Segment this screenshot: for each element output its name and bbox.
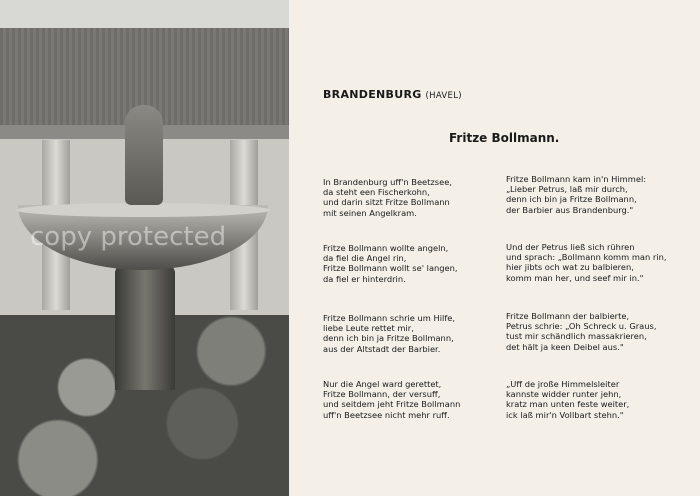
- fountain-photo: [0, 0, 289, 496]
- stanza: Fritze Bollmann schrie um Hilfe, liebe Leute rettet mir, denn ich bin ja Fritze Bollmann, aus der Altstadt der Barbier.: [323, 313, 456, 354]
- stanza: Nur die Angel ward gerettet, Fritze Bollmann, der versuff, und seitdem jeht Fritze Bollmann uff'n Beetzsee nicht mehr ruff.: [323, 379, 461, 420]
- stanza: Fritze Bollmann wollte angeln, da fiel die Angel rin, Fritze Bollmann wollt se' langen, da fiel er hinterdrin.: [323, 243, 458, 284]
- watermark: copy protected: [30, 222, 227, 252]
- stanza: In Brandenburg uff'n Beetzsee, da steht een Fischerkohn, und darin sitzt Fritze Bollmann mit seinen Angelkram.: [323, 177, 452, 218]
- fountain-stem: [115, 265, 175, 390]
- text-panel: [289, 0, 700, 496]
- stanza: Und der Petrus ließ sich rühren und sprach: „Bollmann komm man rin, hier jibts och wat zu balbieren, komm man her, und seef mir in.": [506, 242, 667, 283]
- stanza: Fritze Bollmann der balbierte, Petrus schrie: „Oh Schreck u. Graus, tust mir schändlich massakrieren, det hält ja keen Deibel aus.": [506, 311, 657, 352]
- bollmann-statue: [125, 105, 163, 205]
- stanza: Fritze Bollmann kam in'n Himmel: „Lieber Petrus, laß mir durch, denn ich bin ja Fritze Bollmann, der Barbier aus Brandenburg.": [506, 174, 647, 215]
- region: (HAVEL): [425, 91, 462, 101]
- fountain-rim: [16, 203, 270, 217]
- sky: [0, 0, 289, 30]
- poem-title: Fritze Bollmann.: [449, 131, 560, 145]
- place-title: BRANDENBURG (HAVEL): [323, 88, 462, 101]
- stanza: „Uff de jroße Himmelsleiter kannste widder runter jehn, kratz man unten feste weiter, ick laß mir'n Vollbart stehn.": [506, 379, 630, 420]
